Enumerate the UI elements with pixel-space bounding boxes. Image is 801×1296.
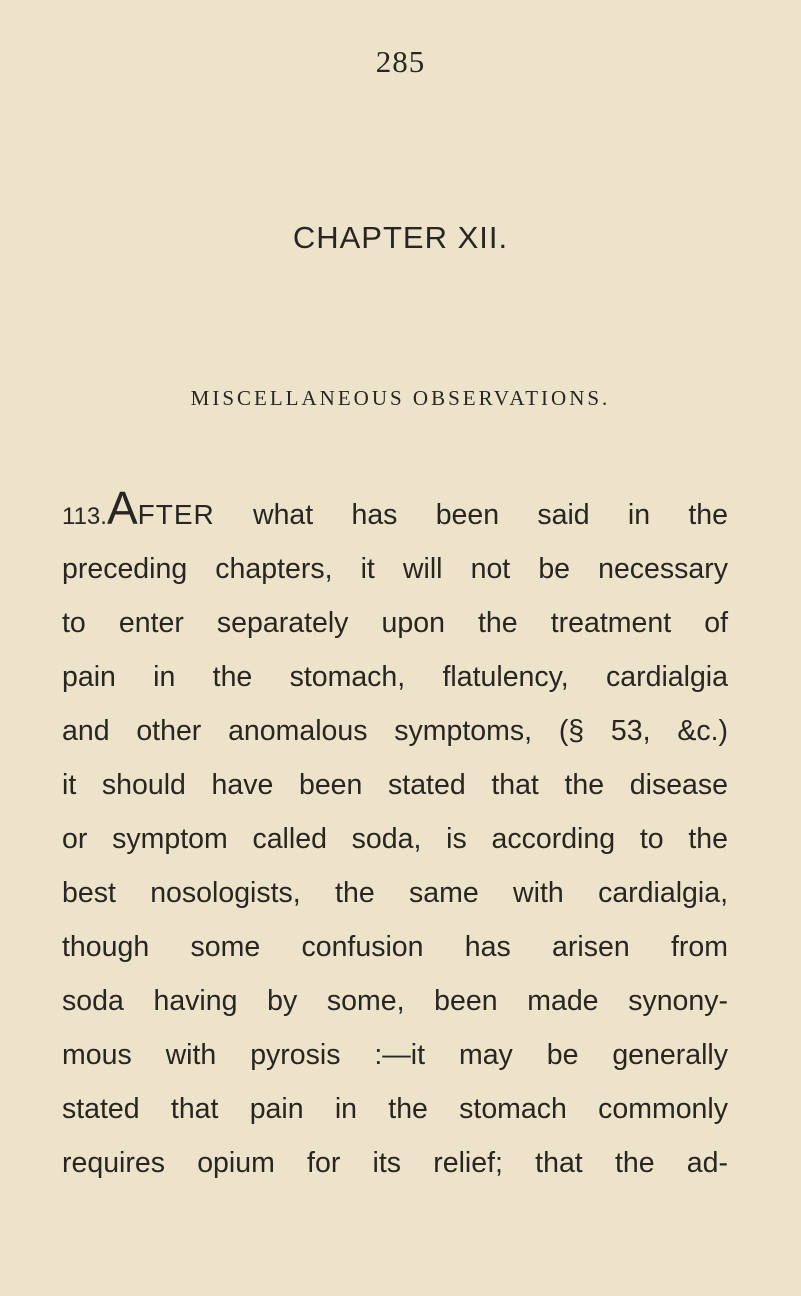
section-heading: MISCELLANEOUS OBSERVATIONS. <box>190 386 611 410</box>
text-line: or symptom called soda, is according to the <box>62 823 728 855</box>
text-line: best nosologists, the same with cardialgia, <box>62 877 728 909</box>
paragraph-body <box>62 482 728 1190</box>
paragraph-first-line <box>62 482 728 542</box>
first-line-text: what has been said in the <box>214 499 728 531</box>
text-line: stated that pain in the stomach commonly <box>62 1093 728 1125</box>
text-line: requires opium for its relief; that the ad- <box>62 1147 728 1179</box>
text-line: to enter separately upon the treatment of <box>62 607 728 639</box>
paragraph-number: 113. <box>62 503 107 530</box>
page-number: 285 <box>375 44 426 79</box>
drop-cap: A <box>106 482 138 534</box>
chapter-title: CHAPTER XII. <box>292 220 509 255</box>
text-line: preceding chapters, it will not be necessary <box>62 553 728 585</box>
text-line: it should have been stated that the disease <box>62 769 728 801</box>
text-line: and other anomalous symptoms, (§ 53, &c.) <box>62 715 728 747</box>
first-word-small-caps: FTER <box>137 499 215 530</box>
text-line: mous with pyrosis :—it may be generally <box>62 1039 728 1071</box>
text-line: pain in the stomach, flatulency, cardialgia <box>62 661 728 693</box>
text-line: though some confusion has arisen from <box>62 931 728 963</box>
text-line: soda having by some, been made synony- <box>62 985 728 1017</box>
